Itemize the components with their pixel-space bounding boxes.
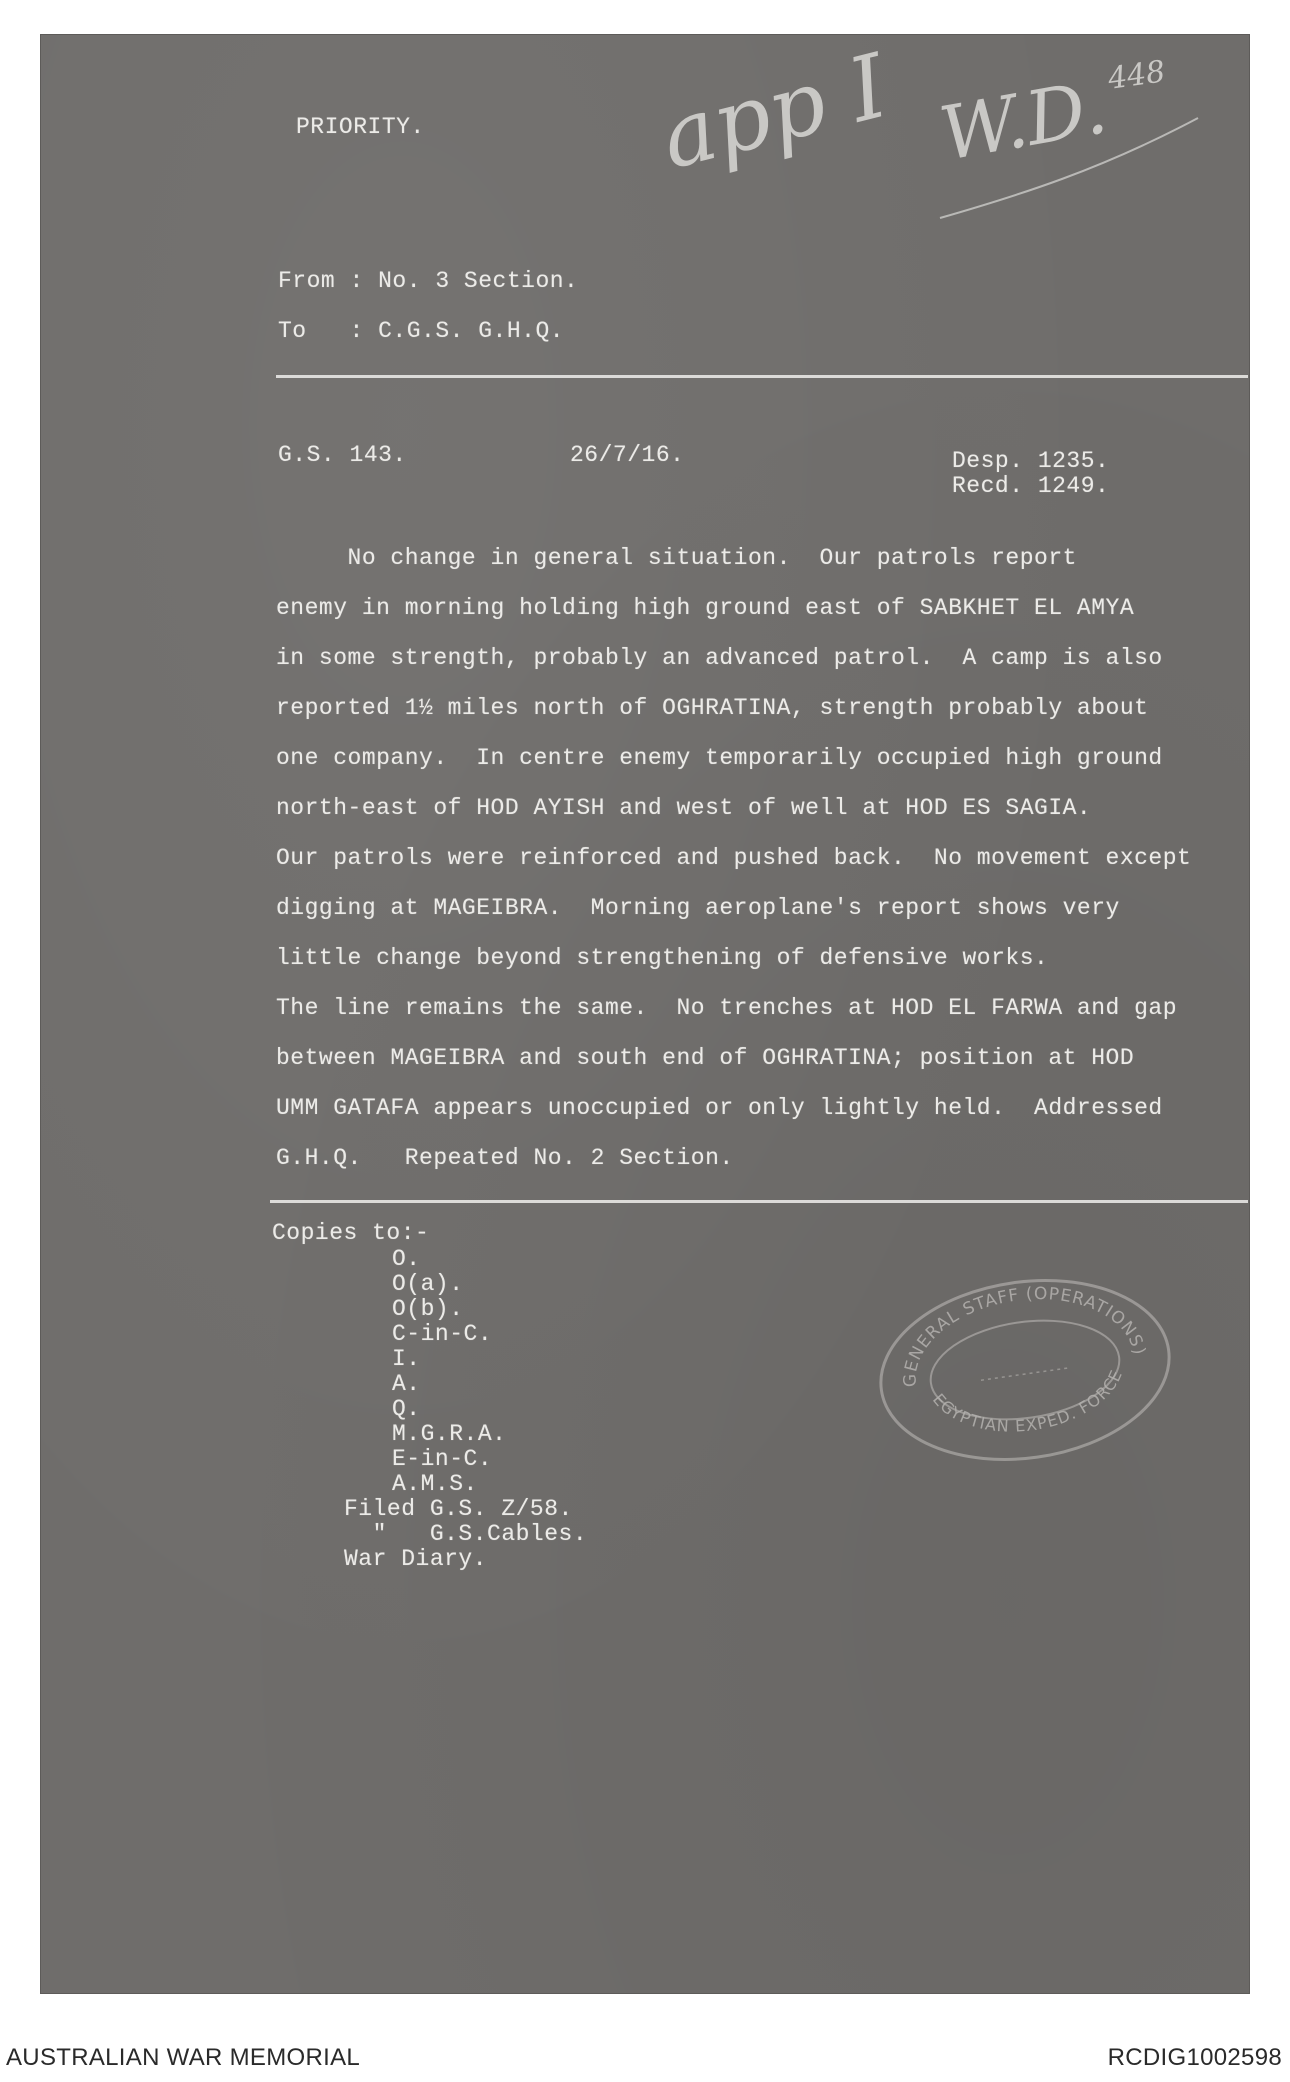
copy-recipient: M.G.R.A. (392, 1421, 507, 1447)
body-line: little change beyond strengthening of defensive works. (276, 945, 1049, 971)
stamp-top-text: GENERAL STAFF (OPERATIONS) (900, 1283, 1150, 1388)
body-line: The line remains the same. No trenches at HOD EL FARWA and gap (276, 995, 1178, 1021)
archive-credit: AUSTRALIAN WAR MEMORIAL (6, 2044, 361, 2071)
copy-recipient: I. (392, 1346, 421, 1372)
body-line: G.H.Q. Repeated No. 2 Section. (276, 1145, 734, 1171)
body-line: enemy in morning holding high ground east of SABKHET EL AMYA (276, 595, 1135, 621)
handwritten-underline (930, 100, 1210, 230)
copy-recipient: O(b). (392, 1296, 464, 1322)
copy-recipient: A.M.S. (392, 1471, 478, 1497)
copy-recipient: E-in-C. (392, 1446, 493, 1472)
header-divider (276, 375, 1248, 378)
priority-label: PRIORITY. (296, 114, 425, 140)
general-staff-stamp (870, 1270, 1180, 1470)
svg-text:EGYPTIAN EXPED. FORCE (928, 1364, 1133, 1448)
archive-id: RCDIG1002598 (1107, 2044, 1282, 2071)
from-line: From : No. 3 Section. (278, 268, 579, 294)
handwritten-appendix: app I (650, 33, 897, 190)
copy-recipient: O(a). (392, 1271, 464, 1297)
stamp-bottom-text: EGYPTIAN EXPED. FORCE (928, 1366, 1127, 1436)
despatch-time: Desp. 1235. (952, 448, 1110, 474)
message-date: 26/7/16. (570, 442, 685, 468)
copy-recipient: C-in-C. (392, 1321, 493, 1347)
copies-heading: Copies to:- (272, 1220, 430, 1246)
handwritten-folio: 448 (1105, 54, 1168, 97)
filed-line: Filed G.S. Z/58. (344, 1496, 573, 1522)
filed-line: " G.S.Cables. (344, 1521, 588, 1547)
copy-recipient: O. (392, 1246, 421, 1272)
body-line: in some strength, probably an advanced patrol. A camp is also (276, 645, 1163, 671)
body-line: No change in general situation. Our patrols report (276, 545, 1077, 571)
body-line: digging at MAGEIBRA. Morning aeroplane's report shows very (276, 895, 1120, 921)
body-line: reported 1½ miles north of OGHRATINA, strength probably about (276, 695, 1149, 721)
received-time: Recd. 1249. (952, 473, 1110, 499)
body-line: Our patrols were reinforced and pushed back. No movement except (276, 845, 1192, 871)
body-line: UMM GATAFA appears unoccupied or only lightly held. Addressed (276, 1095, 1163, 1121)
copy-recipient: Q. (392, 1396, 421, 1422)
body-line: north-east of HOD AYISH and west of well at HOD ES SAGIA. (276, 795, 1092, 821)
body-line: between MAGEIBRA and south end of OGHRATINA; position at HOD (276, 1045, 1135, 1071)
copy-recipient: A. (392, 1371, 421, 1397)
war-diary-line: War Diary. (344, 1546, 488, 1572)
message-ref: G.S. 143. (278, 442, 407, 468)
handwritten-wd: W.D. (933, 64, 1114, 178)
to-line: To : C.G.S. G.H.Q. (278, 318, 565, 344)
body-line: one company. In centre enemy temporarily occupied high ground (276, 745, 1163, 771)
body-divider (270, 1200, 1248, 1203)
